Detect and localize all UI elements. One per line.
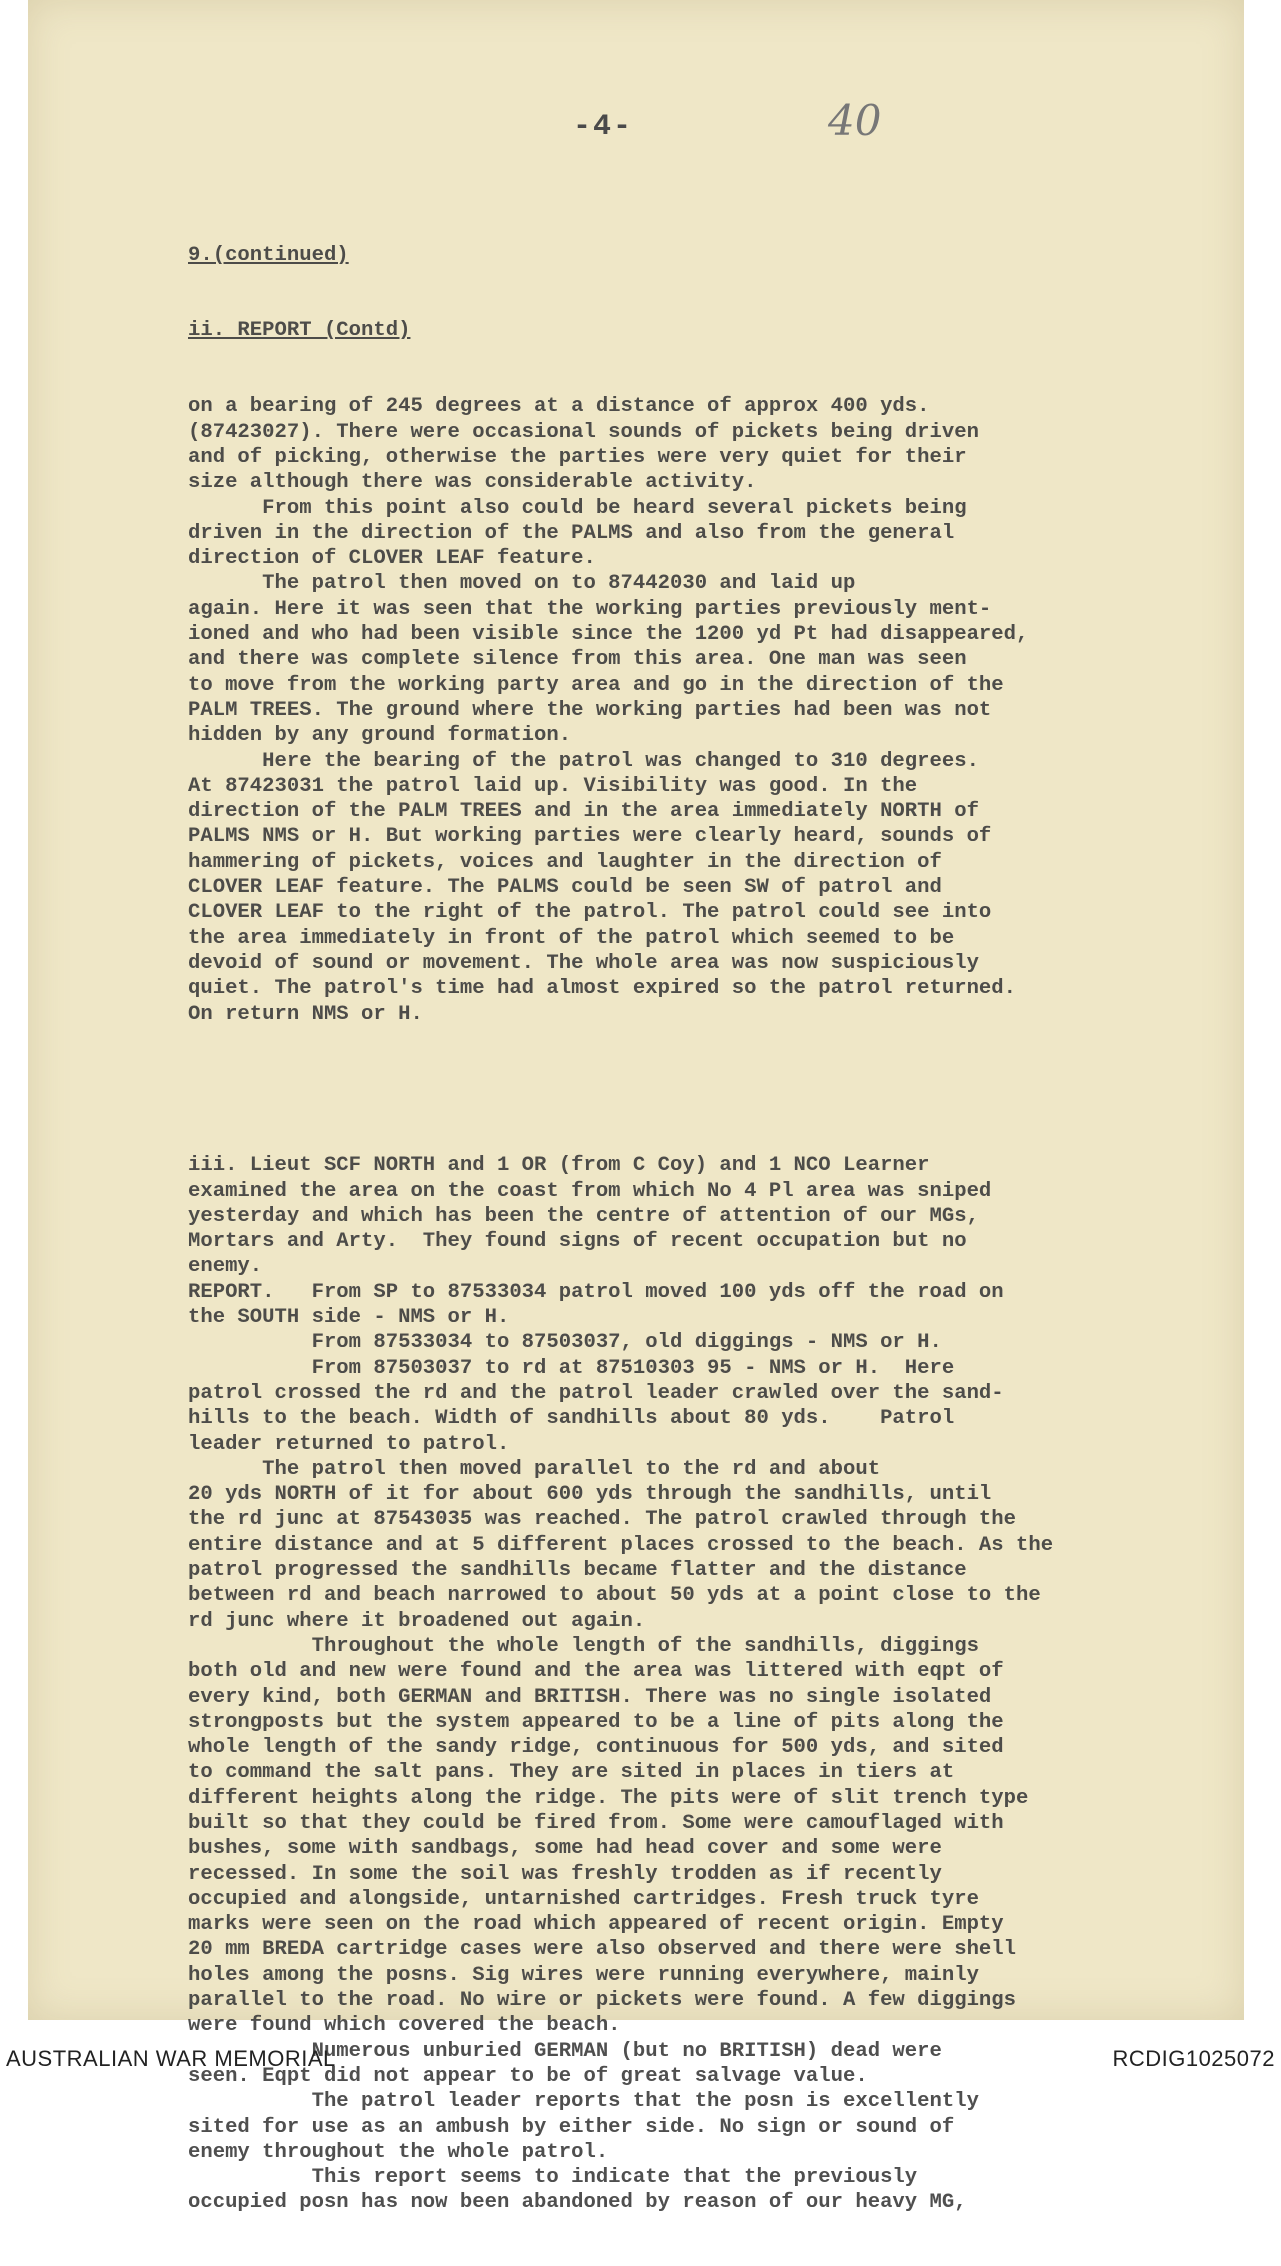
text-line: On return NMS or H. (188, 1002, 423, 1026)
text-line: hammering of pickets, voices and laughter in the direction of (188, 850, 942, 874)
text-line: REPORT. From SP to 87533034 patrol moved 100 yds off the road on (188, 1280, 1004, 1304)
text-line: patrol progressed the sandhills became flatter and the distance (188, 1559, 967, 1583)
text-line: direction of the PALM TREES and in the area immediately NORTH of (188, 800, 979, 824)
text-line: enemy throughout the whole patrol. (188, 2140, 609, 2164)
section-heading: 9.(continued) (188, 243, 349, 267)
text-line: rd junc where it broadened out again. (188, 1609, 646, 1633)
text-line: From 87503037 to rd at 87510303 95 - NMS or H. Here (188, 1356, 955, 1380)
text-line: CLOVER LEAF feature. The PALMS could be seen SW of patrol and (188, 876, 942, 900)
text-line: on a bearing of 245 degrees at a distance of approx 400 yds. (188, 395, 930, 419)
text-line: and there was complete silence from this area. One man was seen (188, 648, 967, 672)
text-line: PALM TREES. The ground where the working parties had been was not (188, 698, 992, 722)
text-line: Throughout the whole length of the sandhills, diggings (188, 1634, 979, 1658)
paragraph-block-ii (188, 394, 1278, 1026)
text-line: The patrol then moved parallel to the rd and about (188, 1457, 881, 1481)
text-line: devoid of sound or movement. The whole area was now suspiciously (188, 951, 979, 975)
text-line: occupied and alongside, untarnished cartridges. Fresh truck tyre (188, 1887, 979, 1911)
text-line: leader returned to patrol. (188, 1432, 510, 1456)
text-line: to move from the working party area and go in the direction of the (188, 673, 1004, 697)
page-number: -4- (573, 110, 634, 144)
text-line: hidden by any ground formation. (188, 724, 572, 748)
text-line: the SOUTH side - NMS or H. (188, 1306, 510, 1330)
paragraph-spacer (188, 1077, 1278, 1102)
text-line: hills to the beach. Width of sandhills about 80 yds. Patrol (188, 1407, 955, 1431)
footer-record-id: RCDIG1025072 (1112, 2046, 1275, 2071)
text-line: both old and new were found and the area was littered with eqpt of (188, 1660, 1004, 1684)
text-line: parallel to the road. No wire or pickets were found. A few diggings (188, 1989, 1017, 2013)
text-line: 20 yds NORTH of it for about 600 yds through the sandhills, until (188, 1483, 992, 1507)
text-line: and of picking, otherwise the parties were very quiet for their (188, 445, 967, 469)
handwritten-folio-number: 40 (828, 96, 882, 145)
text-line: between rd and beach narrowed to about 50 yds at a point close to the (188, 1584, 1041, 1608)
text-line: patrol crossed the rd and the patrol leader crawled over the sand- (188, 1381, 1004, 1405)
text-line: seen. Eqpt did not appear to be of great salvage value. (188, 2064, 868, 2088)
text-line: to command the salt pans. They are sited in places in tiers at (188, 1761, 955, 1785)
text-line: every kind, both GERMAN and BRITISH. There was no single isolated (188, 1685, 992, 1709)
text-line: whole length of the sandy ridge, continuous for 500 yds, and sited (188, 1736, 1004, 1760)
text-line: again. Here it was seen that the working parties previously ment- (188, 597, 992, 621)
text-line: Numerous unburied GERMAN (but no BRITISH) dead were (188, 2039, 942, 2063)
text-line: direction of CLOVER LEAF feature. (188, 547, 596, 571)
text-line: built so that they could be fired from. Some were camouflaged with (188, 1812, 1004, 1835)
text-line: the rd junc at 87543035 was reached. The patrol crawled through the (188, 1508, 1017, 1532)
text-line: The patrol then moved on to 87442030 and laid up (188, 572, 856, 596)
text-line: (87423027). There were occasional sounds of pickets being driven (188, 420, 979, 444)
text-line: entire distance and at 5 different places crossed to the beach. As the (188, 1533, 1054, 1557)
text-line: Mortars and Arty. They found signs of recent occupation but no (188, 1230, 967, 1254)
text-line: enemy. (188, 1255, 263, 1279)
text-line: quiet. The patrol's time had almost expired so the patrol returned. (188, 977, 1017, 1001)
text-line: PALMS NMS or H. But working parties were clearly heard, sounds of (188, 825, 992, 849)
text-line: strongposts but the system appeared to be a line of pits along the (188, 1710, 1004, 1734)
text-line: From this point also could be heard several pickets being (188, 496, 967, 520)
footer-source: AUSTRALIAN WAR MEMORIAL (6, 2046, 336, 2071)
text-line: This report seems to indicate that the previously (188, 2166, 918, 2190)
document-body (188, 192, 1278, 2266)
text-line: examined the area on the coast from which No 4 Pl area was sniped (188, 1179, 992, 1203)
text-line: iii. Lieut SCF NORTH and 1 OR (from C Coy) and 1 NCO Learner (188, 1154, 930, 1178)
text-line: Here the bearing of the patrol was changed to 310 degrees. (188, 749, 979, 773)
text-line: CLOVER LEAF to the right of the patrol. The patrol could see into (188, 901, 992, 925)
text-line: the area immediately in front of the patrol which seemed to be (188, 926, 955, 950)
text-line: recessed. In some the soil was freshly trodden as if recently (188, 1862, 942, 1886)
text-line: occupied posn has now been abandoned by reason of our heavy MG, (188, 2191, 967, 2215)
text-line: yesterday and which has been the centre of attention of our MGs, (188, 1204, 979, 1228)
text-line: sited for use as an ambush by either side. No sign or sound of (188, 2115, 955, 2139)
text-line: marks were seen on the road which appeared of recent origin. Empty (188, 1913, 1004, 1937)
text-line: ioned and who had been visible since the 1200 yd Pt had disappeared, (188, 623, 1029, 647)
text-line: At 87423031 the patrol laid up. Visibility was good. In the (188, 774, 918, 798)
text-line: 20 mm BREDA cartridge cases were also observed and there were shell (188, 1938, 1017, 1962)
text-line: holes among the posns. Sig wires were running everywhere, mainly (188, 1963, 979, 1987)
text-line: From 87533034 to 87503037, old diggings - NMS or H. (188, 1331, 942, 1355)
text-line: driven in the direction of the PALMS and also from the general (188, 521, 955, 545)
subsection-heading: ii. REPORT (Contd) (188, 319, 411, 343)
text-line: size although there was considerable activity. (188, 471, 757, 495)
text-line: were found which covered the beach. (188, 2014, 621, 2038)
text-line: The patrol leader reports that the posn is excellently (188, 2090, 979, 2114)
text-line: bushes, some with sandbags, some had head cover and some were (188, 1837, 942, 1861)
text-line: different heights along the ridge. The pits were of slit trench type (188, 1786, 1029, 1810)
